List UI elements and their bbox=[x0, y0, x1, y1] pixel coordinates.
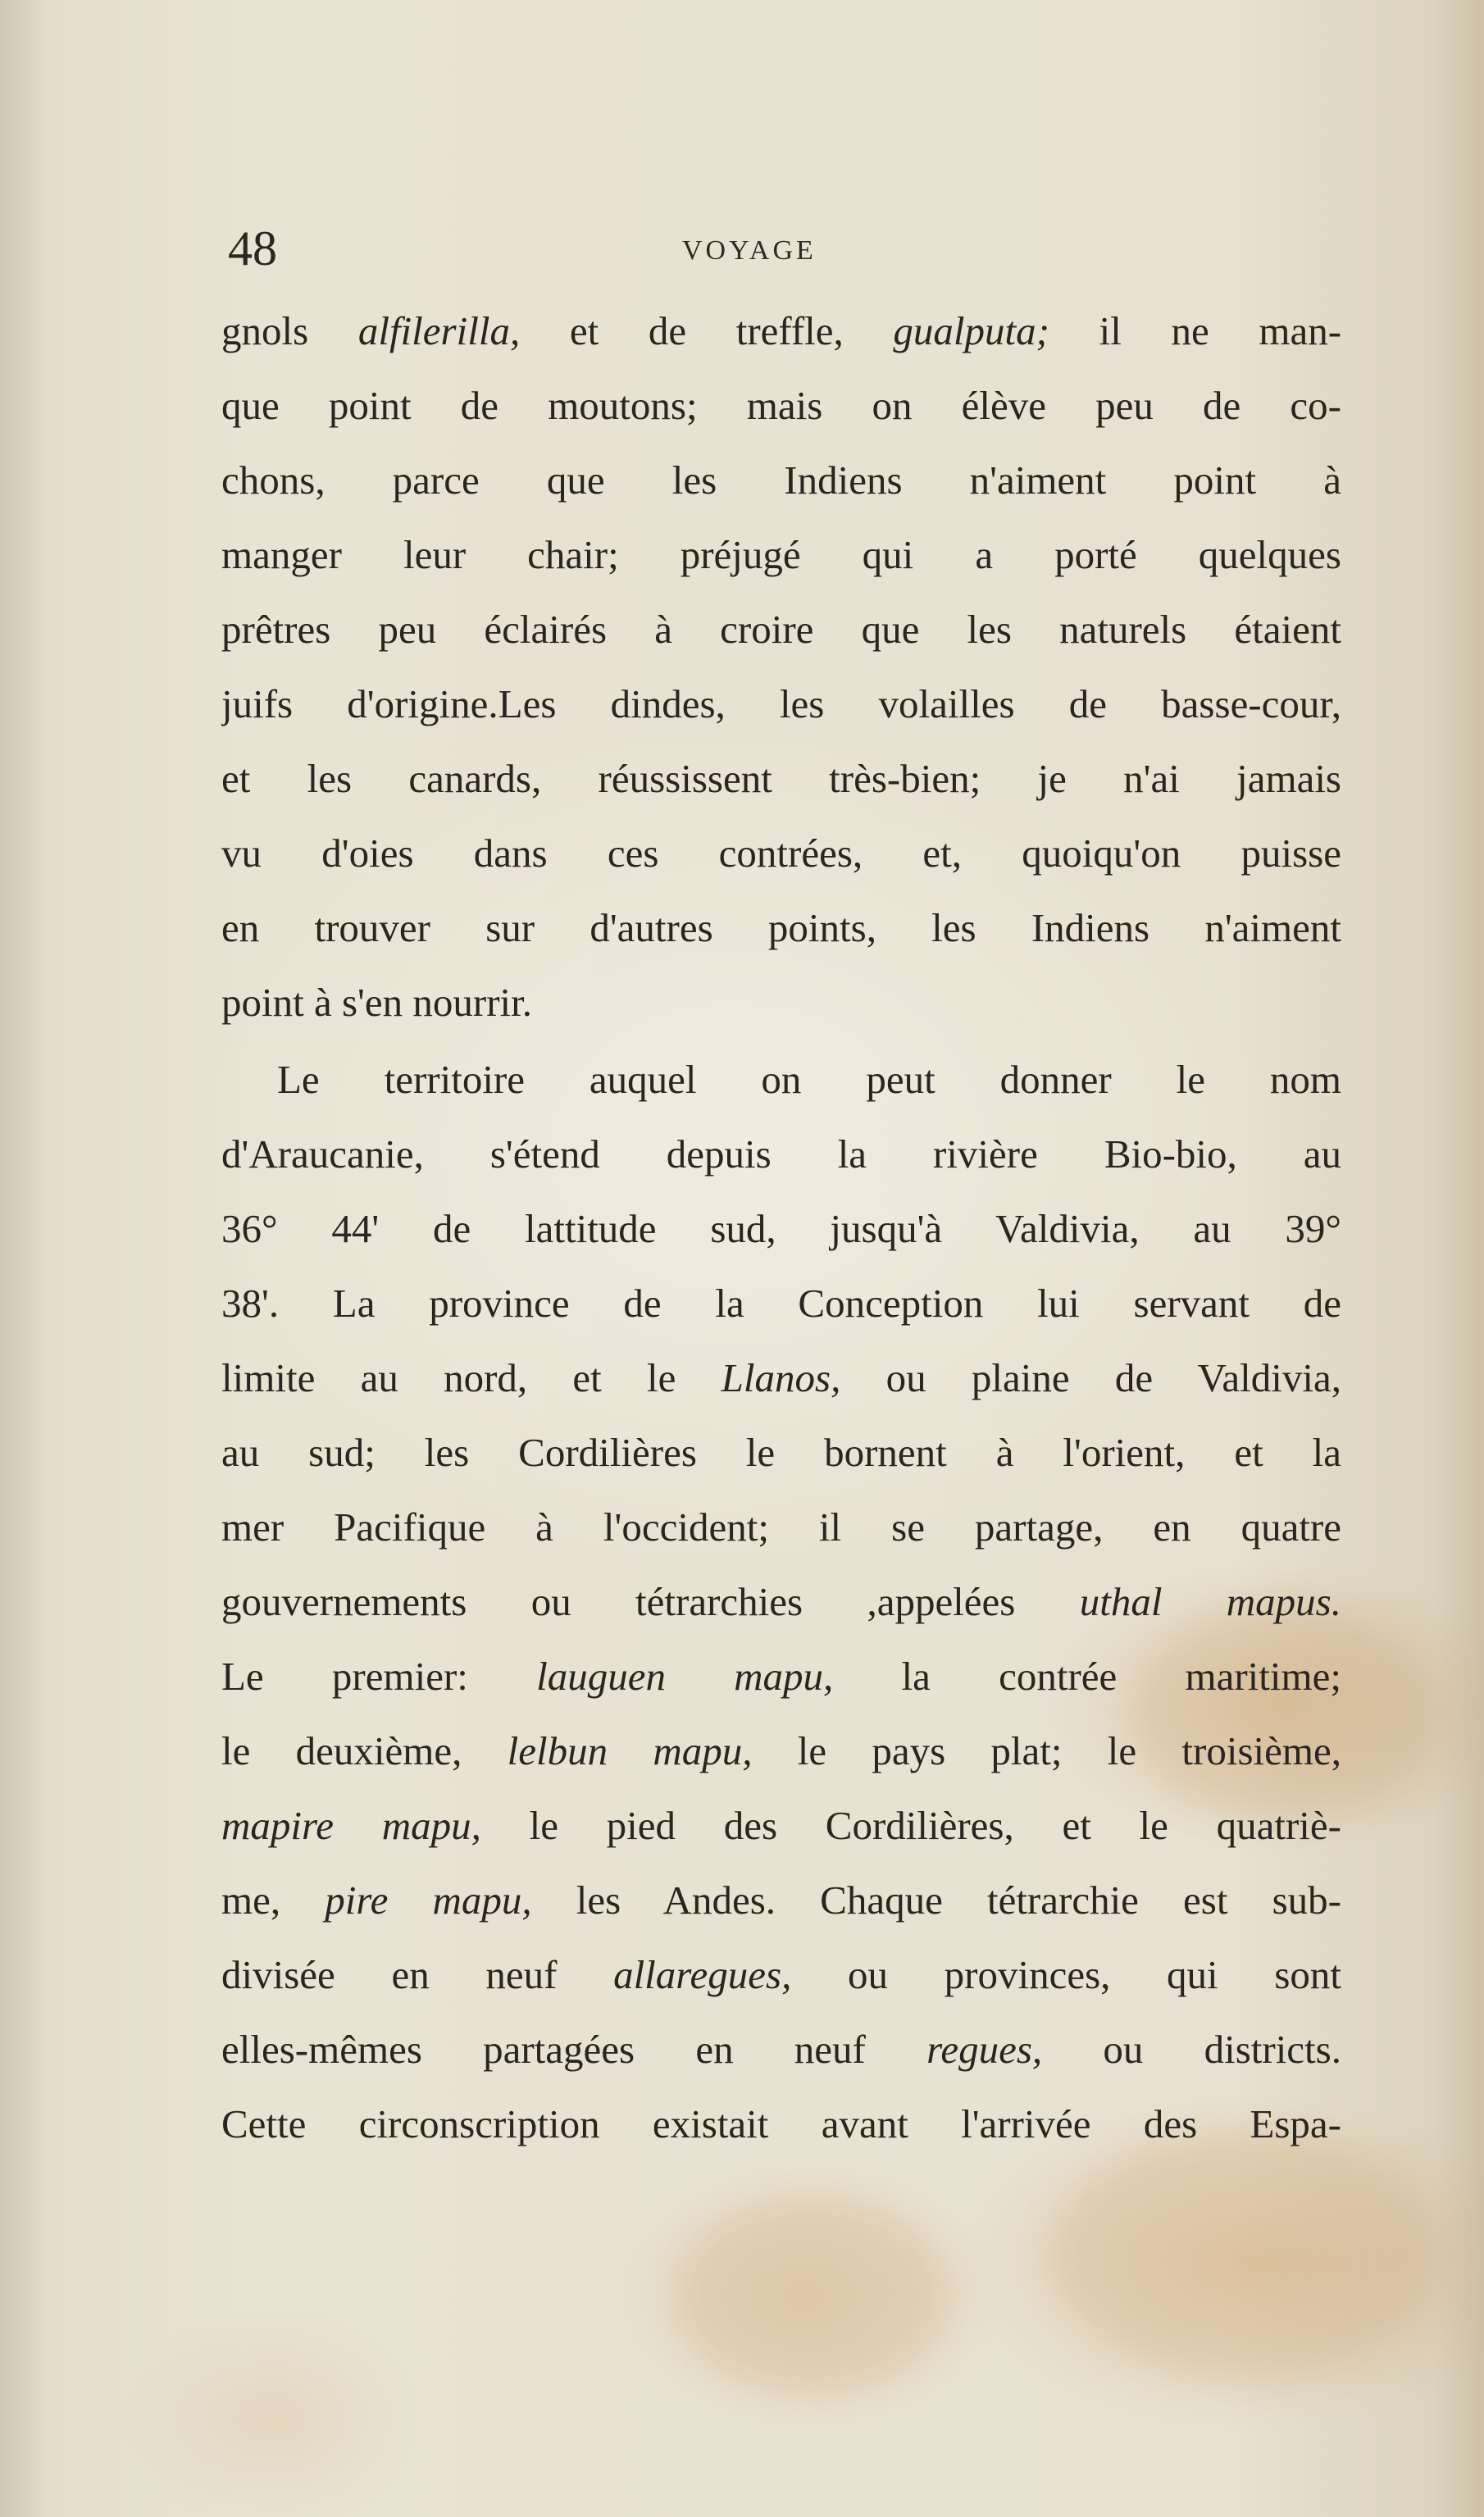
running-head: VOYAGE bbox=[682, 235, 817, 266]
text-line: Le territoire auquel on peut donner le nom bbox=[277, 1057, 1341, 1102]
text-line: manger leur chair; préjugé qui a porté quelques bbox=[221, 532, 1341, 577]
text-line: le deuxième, lelbun mapu, le pays plat; le troisième, bbox=[221, 1728, 1341, 1773]
body-text bbox=[221, 294, 1341, 2161]
foxing-stain bbox=[1049, 2132, 1443, 2378]
text-line: divisée en neuf allaregues, ou provinces, qui sont bbox=[221, 1952, 1341, 1997]
text-line: Le premier: lauguen mapu, la contrée maritime; bbox=[221, 1654, 1341, 1699]
text-line: gnols alfilerilla, et de treffle, gualputa; il ne man- bbox=[221, 308, 1341, 353]
text-line: juifs d'origine.Les dindes, les volailles de basse-cour, bbox=[221, 681, 1341, 726]
italic-term: gualputa; bbox=[893, 308, 1049, 353]
text-line: mer Pacifique à l'occident; il se partage, en quatre bbox=[221, 1504, 1341, 1550]
text-line: vu d'oies dans ces contrées, et, quoiqu'on puisse bbox=[221, 831, 1341, 876]
italic-term: lauguen mapu, bbox=[536, 1654, 834, 1699]
italic-term: allaregues, bbox=[613, 1952, 792, 1997]
italic-term: lelbun mapu, bbox=[507, 1728, 753, 1773]
text-line: elles-mêmes partagées en neuf regues, ou districts. bbox=[221, 2027, 1341, 2072]
italic-term: pire mapu, bbox=[325, 1878, 532, 1923]
text-line: que point de moutons; mais on élève peu de co- bbox=[221, 383, 1341, 428]
text-line: 36° 44' de lattitude sud, jusqu'à Valdivia, au 39° bbox=[221, 1206, 1341, 1251]
text-line: d'Araucanie, s'étend depuis la rivière Bio-bio, au bbox=[221, 1131, 1341, 1177]
text-line: chons, parce que les Indiens n'aiment point à bbox=[221, 457, 1341, 503]
text-line: me, pire mapu, les Andes. Chaque tétrarchie est sub- bbox=[221, 1878, 1341, 1923]
text-line: gouvernements ou tétrarchies ,appelées uthal mapus. bbox=[221, 1579, 1341, 1624]
italic-term: Llanos, bbox=[721, 1355, 841, 1400]
italic-term: regues, bbox=[926, 2027, 1043, 2072]
text-line: limite au nord, et le Llanos, ou plaine de Valdivia, bbox=[221, 1355, 1341, 1400]
page-number: 48 bbox=[228, 221, 277, 275]
foxing-stain bbox=[672, 2197, 951, 2394]
page-header bbox=[0, 220, 1484, 277]
text-line: Cette circonscription existait avant l'arrivée des Espa- bbox=[221, 2101, 1341, 2146]
text-line: en trouver sur d'autres points, les Indiens n'aiment bbox=[221, 905, 1341, 950]
italic-term: uthal mapus. bbox=[1079, 1579, 1341, 1624]
text-line: 38'. La province de la Conception lui servant de bbox=[221, 1281, 1341, 1326]
italic-term: alfilerilla, bbox=[357, 308, 521, 353]
text-line: et les canards, réussissent très-bien; je n'ai jamais bbox=[221, 756, 1341, 801]
italic-term: mapire mapu, bbox=[221, 1803, 481, 1848]
text-line: prêtres peu éclairés à croire que les naturels étaient bbox=[221, 607, 1341, 652]
text-line: point à s'en nourrir. bbox=[221, 980, 532, 1025]
text-line: mapire mapu, le pied des Cordilières, et le quatriè- bbox=[221, 1803, 1341, 1848]
text-line: au sud; les Cordilières le bornent à l'orient, et la bbox=[221, 1430, 1341, 1475]
